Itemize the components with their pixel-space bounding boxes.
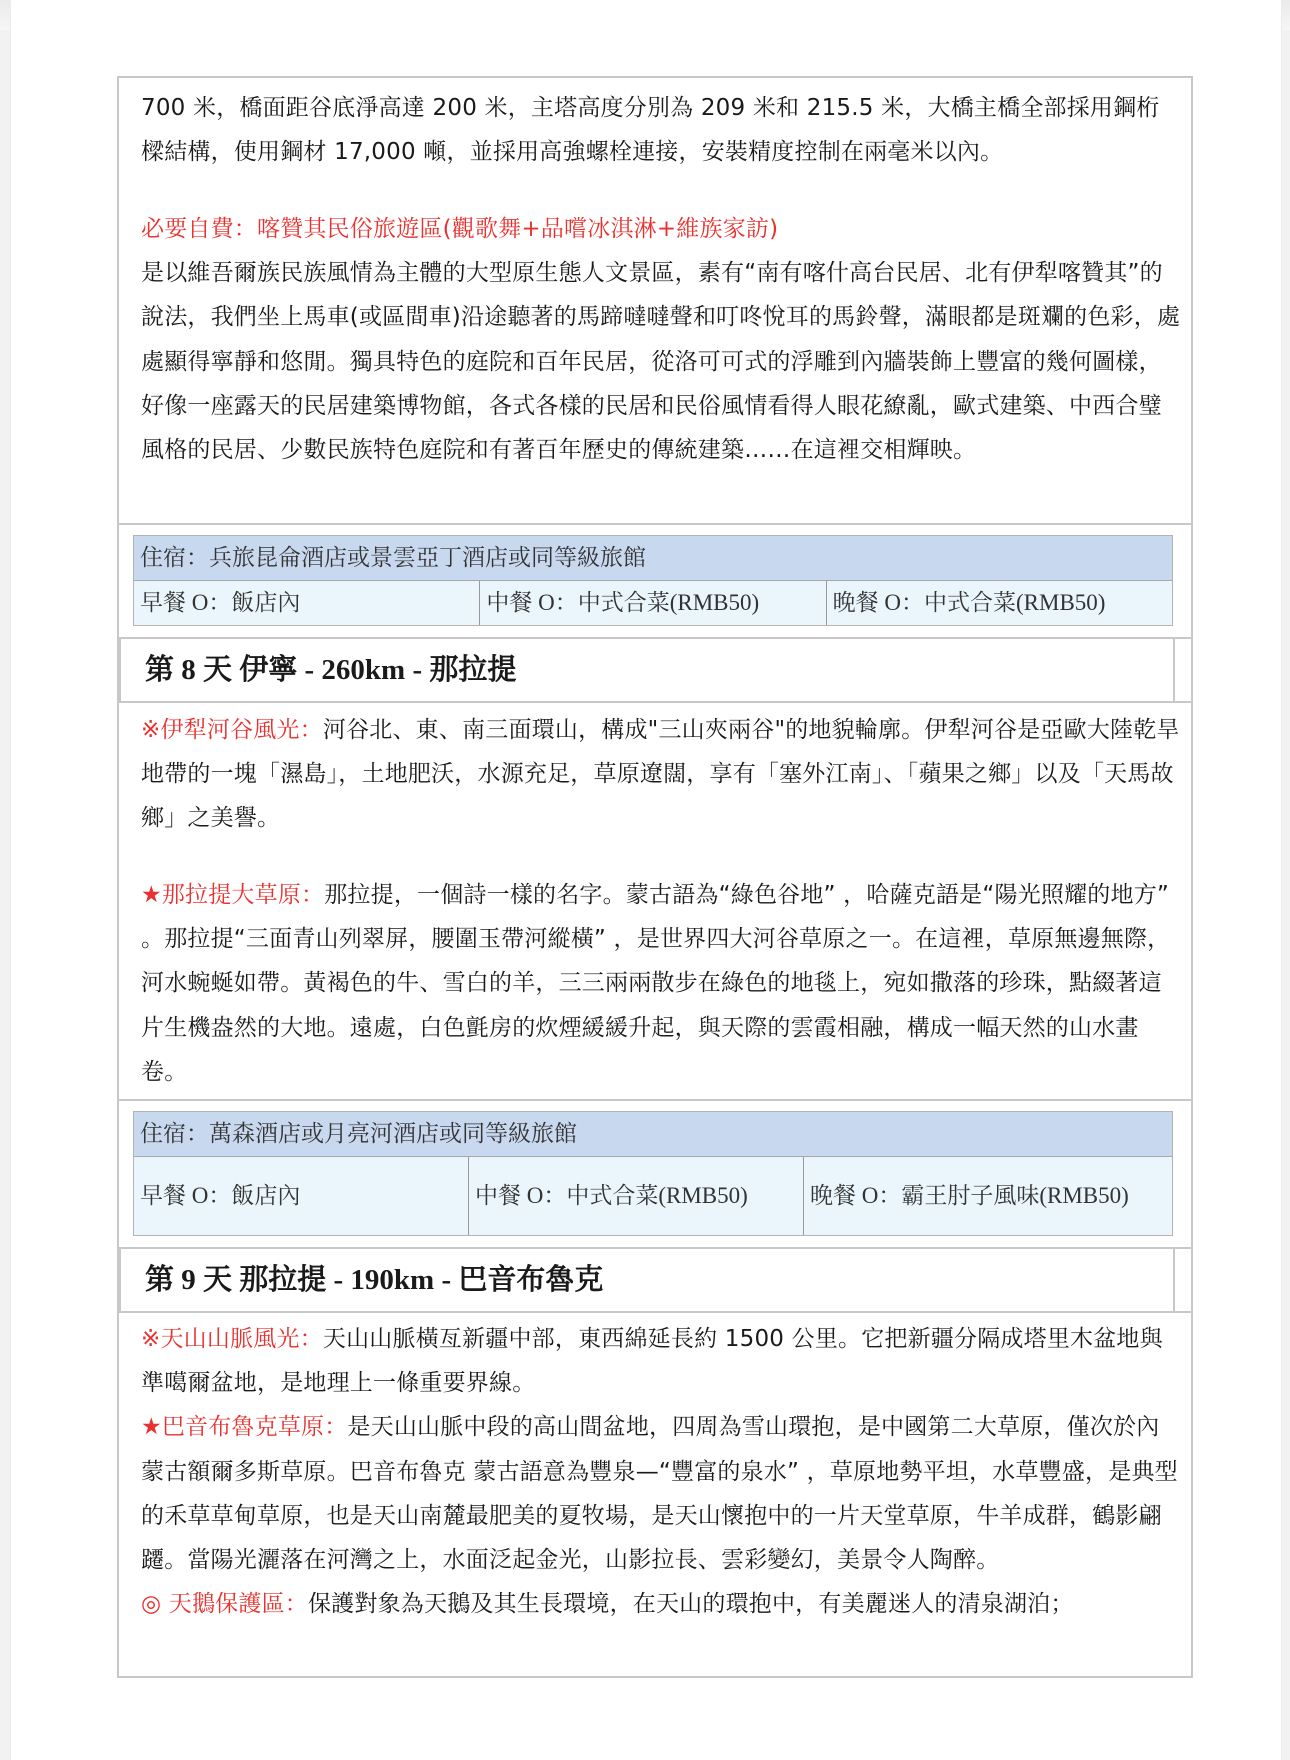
ili-label: ※伊犁河谷風光： <box>141 717 323 743</box>
swan-body: 保護對象為天鵝及其生長環境，在天山的環抱中，有美麗迷人的清泉湖泊； <box>307 1591 1074 1618</box>
meals-row <box>134 1157 1172 1235</box>
breakfast-cell: 早餐 O：飯店內 <box>134 581 480 625</box>
meals-row <box>134 581 1172 625</box>
kashgar-heading: 必要自費：喀贊其民俗旅遊區(觀歌舞+品嚐冰淇淋+維族家訪) <box>141 216 779 242</box>
stay-table <box>133 535 1173 626</box>
nalati-label: ★那拉提大草原： <box>141 882 325 908</box>
day-header-9 <box>119 1249 1191 1313</box>
day9-body <box>141 1317 1181 1626</box>
kashgar-body: 是以維吾爾族民族風情為主體的大型原生態人文景區，素有“南有喀什高台民居、北有伊犁喀贊其”的說法，我們坐上馬車(或區間車)沿途聽著的馬蹄噠噠聲和叮咚悅耳的馬鈴聲，滿眼都是斑斕的色彩，處處顯得寧靜和悠閒。獨具特色的庭院和百年民居，從洛可可式的浮雕到內牆裝飾上豐富的幾何圖樣，好像一座露天的民居建築博物館，各式各樣的民居和民俗風情看得人眼花繚亂，歐式建築、中西合璧風格的民居、少數民族特色庭院和有著百年歷史的傳統建築……在這裡交相輝映。 <box>141 260 1181 464</box>
itinerary-document <box>117 76 1193 1678</box>
bayinbuluke-label: ★巴音布魯克草原： <box>141 1414 348 1441</box>
bridge-text: 700 米，橋面距谷底淨高達 200 米，主塔高度分別為 209 米和 215.5 米，大橋主橋全部採用鋼桁樑結構，使用鋼材 17,000 噸，並採用高強螺栓連接，安裝精度控制在兩毫米以內。 <box>141 95 1160 166</box>
nalati-section <box>141 873 1181 1094</box>
kashgar-section <box>141 207 1181 472</box>
stay-table <box>133 1111 1173 1236</box>
nalati-body: 那拉提，一個詩一樣的名字。蒙古語為“綠色谷地” ，哈薩克語是“陽光照耀的地方” 。那拉提“三面青山列翠屏，腰圍玉帶河縱橫” ，是世界四大河谷草原之一。在這裡，草原無邊無際，河水蜿蜒如帶。黃褐色的牛、雪白的羊，三三兩兩散步在綠色的地毯上，宛如撒落的珍珠，點綴著這片生機盎然的大地。遠處，白色氈房的炊煙緩緩升起，與天際的雲霞相融，構成一幅天然的山水畫卷。 <box>141 882 1171 1085</box>
page-sheet <box>10 0 1282 1760</box>
tianshan-body: 天山山脈橫亙新疆中部，東西綿延長約 1500 公里。它把新疆分隔成塔里木盆地與準噶爾盆地，是地理上一條重要界線。 <box>141 1326 1163 1397</box>
dinner-cell: 晚餐 O：中式合菜(RMB50) <box>832 590 1106 615</box>
swan-label: ◎ 天鵝保護區： <box>141 1591 308 1618</box>
bridge-paragraph <box>141 86 1181 174</box>
ili-section <box>141 708 1181 841</box>
lunch-cell: 中餐 O：中式合菜(RMB50) <box>480 581 826 625</box>
lodging-row: 住宿：兵旅昆侖酒店或景雲亞丁酒店或同等級旅館 <box>134 536 1172 581</box>
lodging-row: 住宿：萬森酒店或月亮河酒店或同等級旅館 <box>134 1112 1172 1157</box>
day-title: 第 9 天 那拉提 - 190km - 巴音布魯克 <box>145 1264 604 1296</box>
stay-block-day7 <box>119 523 1191 639</box>
day-header-8 <box>119 639 1191 703</box>
bayinbuluke-body: 是天山山脈中段的高山間盆地，四周為雪山環抱，是中國第二大草原，僅次於內蒙古額爾多斯草原。巴音布魯克 蒙古語意為豐泉—“豐富的泉水” ，草原地勢平坦，水草豐盛，是典型的禾草草甸草原，也是天山南麓最肥美的夏牧場，是天山懷抱中的一片天堂草原，牛羊成群，鶴影翩躚。當陽光灑落在河灣之上，水面泛起金光，山影拉長、雲彩變幻，美景令人陶醉。 <box>141 1414 1178 1574</box>
day-title: 第 8 天 伊寧 - 260km - 那拉提 <box>145 654 517 686</box>
ili-body: 河谷北、東、南三面環山，構成"三山夾兩谷"的地貌輪廓。伊犁河谷是亞歐大陸乾旱地帶的一塊「濕島」，土地肥沃，水源充足，草原遼闊，享有「塞外江南」、「蘋果之鄉」以及「天馬故鄉」之美譽。 <box>141 717 1180 832</box>
tianshan-label: ※天山山脈風光： <box>141 1326 323 1352</box>
dinner-cell: 晚餐 O：霸王肘子風味(RMB50) <box>810 1183 1129 1208</box>
breakfast-cell: 早餐 O：飯店內 <box>134 1157 469 1235</box>
stay-block-day8 <box>119 1099 1191 1249</box>
lunch-cell: 中餐 O：中式合菜(RMB50) <box>469 1157 804 1235</box>
